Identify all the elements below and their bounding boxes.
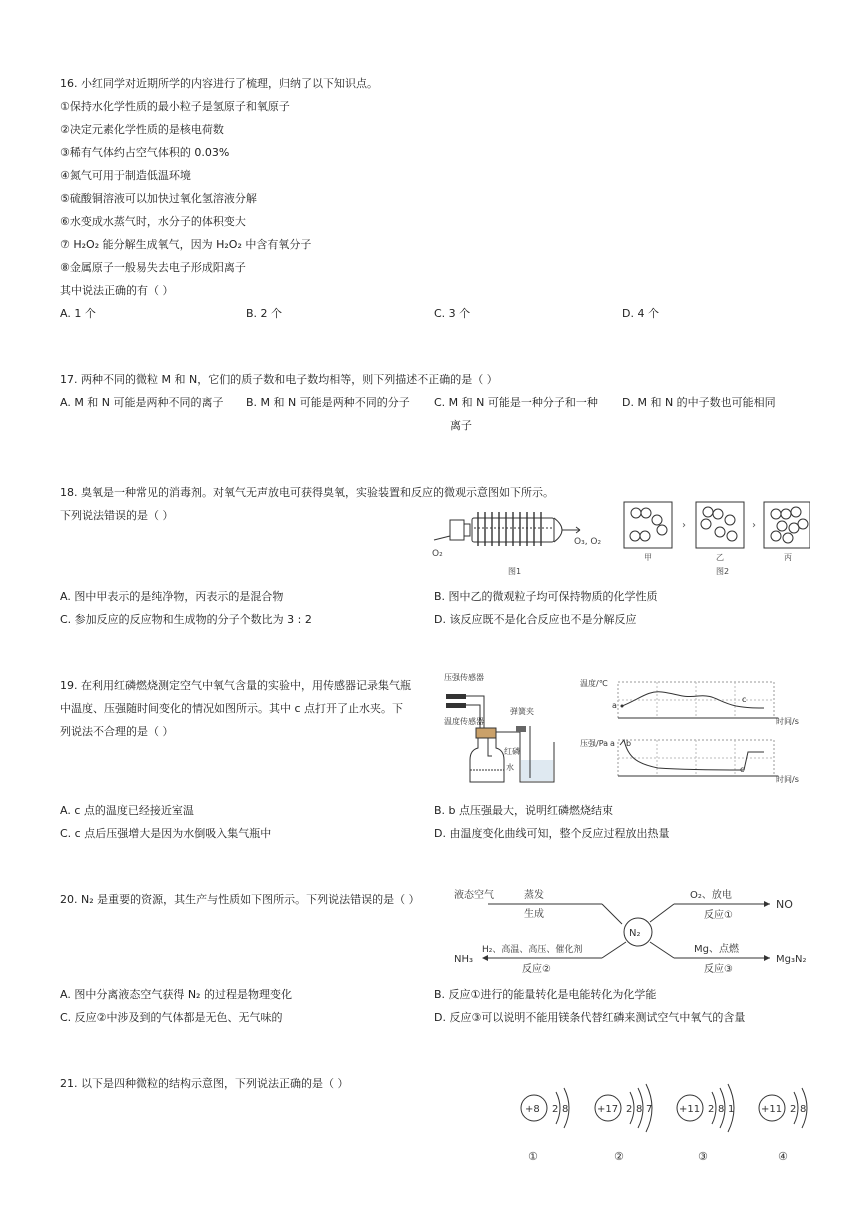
q17-stem: 17. 两种不同的微粒 M 和 N，它们的质子数和电子数均相等，则下列描述不正确的是（ ）	[60, 373, 498, 386]
q19-option-c[interactable]: C. c 点后压强增大是因为水倒吸入集气瓶中	[60, 827, 272, 840]
box-jia-label: 甲	[644, 553, 652, 562]
q16-item-6: ⑥水变成水蒸气时，水分子的体积变大	[60, 215, 246, 228]
pressure-point-b: b	[626, 739, 632, 748]
arrow-2-icon: ›	[752, 520, 756, 531]
generate-label: 生成	[524, 909, 544, 920]
inlet-label: O₂	[432, 549, 443, 559]
pressure-point-a: a	[610, 739, 615, 748]
q20-option-b[interactable]: B. 反应①进行的能量转化是电能转化为化学能	[434, 988, 657, 1001]
q17-option-b[interactable]: B. M 和 N 可能是两种不同的分子	[246, 396, 410, 409]
q17-option-c-cont: 离子	[450, 419, 472, 432]
evaporate-label: 蒸发	[524, 890, 544, 901]
r3-arrow-icon	[764, 955, 770, 961]
water-beaker	[520, 726, 554, 782]
q17-option-d[interactable]: D. M 和 N 的中子数也可能相同	[622, 396, 776, 409]
pressure-sensor-label: 压强传感器	[444, 673, 484, 682]
r3-conditions: Mg、点燃	[694, 944, 739, 955]
q18-ask: 下列说法错误的是（ ）	[60, 509, 174, 522]
q19-line-3: 列说法不合理的是（ ）	[60, 725, 174, 738]
q19-option-b[interactable]: B. b 点压强最大，说明红磷燃烧结束	[434, 804, 614, 817]
q18-option-a[interactable]: A. 图中甲表示的是纯净物，丙表示的是混合物	[60, 590, 284, 603]
pressure-sensor	[446, 694, 466, 699]
arrow-1-icon: ›	[682, 520, 686, 531]
q21-stem: 21. 以下是四种微粒的结构示意图，下列说法正确的是（ ）	[60, 1077, 349, 1090]
box-bing-label: 丙	[784, 553, 792, 562]
phosphorus-apparatus-figure	[436, 670, 566, 790]
r3-label: 反应③	[704, 964, 733, 975]
atom4-label: ④	[778, 1150, 788, 1163]
nitrogen-flow-diagram	[452, 884, 814, 976]
sensor-graphs-figure	[578, 672, 814, 790]
box-yi-label: 乙	[716, 553, 724, 562]
temp-point-c: c	[742, 695, 747, 704]
r2-label: 反应②	[522, 964, 551, 975]
r1-product: NO	[776, 898, 793, 911]
q16-item-2: ②决定元素化学性质的是核电荷数	[60, 123, 224, 136]
q19-option-a[interactable]: A. c 点的温度已经接近室温	[60, 804, 194, 817]
atom2-shell-1: 2	[626, 1104, 633, 1115]
spring-clamp-label: 弹簧夹	[510, 707, 534, 716]
q18-stem: 18. 臭氧是一种常见的消毒剂。对氧气无声放电可获得臭氧，实验装置和反应的微观示意图如下所示。	[60, 486, 554, 499]
atom3-nucleus-label: +11	[679, 1104, 701, 1115]
box-bing	[764, 502, 810, 548]
q19-line-2: 中温度、压强随时间变化的情况如图所示。其中 c 点打开了止水夹。下	[60, 702, 404, 715]
q16-item-4: ④氮气可用于制造低温环境	[60, 169, 191, 182]
r2-product: NH₃	[454, 954, 474, 965]
atom4-nucleus-label: +11	[761, 1104, 783, 1115]
atom3-shell-2: 8	[718, 1104, 725, 1115]
gas-bottle	[470, 728, 504, 782]
q16-option-c[interactable]: C. 3 个	[434, 307, 471, 320]
temperature-sensor	[446, 703, 466, 708]
q20-stem: 20. N₂ 是重要的资源，其生产与性质如下图所示。下列说法错误的是（ ）	[60, 893, 420, 906]
atom2-label: ②	[614, 1150, 624, 1163]
q20-option-d[interactable]: D. 反应③可以说明不能用镁条代替红磷来测试空气中氧气的含量	[434, 1011, 746, 1024]
atom3-shell-3: 1	[728, 1104, 735, 1115]
atom1-label: ①	[528, 1150, 538, 1163]
atom4-shell-2: 8	[800, 1104, 807, 1115]
q16-item-8: ⑧金属原子一般易失去电子形成阳离子	[60, 261, 246, 274]
liquid-air-label: 液态空气	[454, 890, 494, 901]
pressure-point-c: c	[740, 765, 745, 774]
atom2-shell-2: 8	[636, 1104, 643, 1115]
q19-line-1: 19. 在利用红磷燃烧测定空气中氧气含量的实验中，用传感器记录集气瓶	[60, 679, 411, 692]
atom4-shell-1: 2	[790, 1104, 797, 1115]
q18-option-c[interactable]: C. 参加反应的反应物和生成物的分子个数比为 3 : 2	[60, 613, 312, 626]
q16-item-7: ⑦ H₂O₂ 能分解生成氧气，因为 H₂O₂ 中含有氧分子	[60, 238, 312, 251]
q16-ask: 其中说法正确的有（ ）	[60, 284, 174, 297]
temp-point-a: a	[612, 701, 617, 710]
ozone-apparatus-figure	[430, 498, 810, 580]
water-label: 水	[506, 763, 514, 772]
atom2-nucleus-label: +17	[597, 1104, 619, 1115]
q17-option-c[interactable]: C. M 和 N 可能是一种分子和一种	[434, 396, 598, 409]
atom-structures-figure	[506, 1078, 816, 1166]
temperature-sensor-label: 温度传感器	[444, 717, 484, 726]
atom3-label: ③	[698, 1150, 708, 1163]
r2-conditions: H₂、高温、高压、催化剂	[482, 945, 583, 955]
ozone-generator-apparatus	[434, 512, 580, 546]
box-yi	[696, 502, 744, 548]
r2-arrow-icon	[482, 955, 488, 961]
figure-1-caption: 图1	[508, 567, 522, 576]
q16-option-d[interactable]: D. 4 个	[622, 307, 659, 320]
temp-time-label: 时间/s	[776, 717, 799, 726]
q18-option-b[interactable]: B. 图中乙的微观粒子均可保持物质的化学性质	[434, 590, 658, 603]
r3-product: Mg₃N₂	[776, 954, 807, 965]
spring-clamp	[516, 726, 526, 732]
pressure-time-label: 时间/s	[776, 775, 799, 784]
q16-option-a[interactable]: A. 1 个	[60, 307, 96, 320]
q20-option-a[interactable]: A. 图中分离液态空气获得 N₂ 的过程是物理变化	[60, 988, 292, 1001]
r1-label: 反应①	[704, 910, 733, 921]
atom1-nucleus-label: +8	[525, 1104, 540, 1115]
n2-node-label: N₂	[629, 928, 641, 939]
pressure-graph	[618, 740, 778, 776]
temp-axis-label: 温度/℃	[580, 679, 608, 688]
q16-item-5: ⑤硫酸铜溶液可以加快过氧化氢溶液分解	[60, 192, 257, 205]
q16-stem: 16. 小红同学对近期所学的内容进行了梳理，归纳了以下知识点。	[60, 77, 378, 90]
q18-option-d[interactable]: D. 该反应既不是化合反应也不是分解反应	[434, 613, 637, 626]
atom1-shell-1: 2	[552, 1104, 559, 1115]
pressure-axis-label: 压强/Pa	[580, 739, 609, 748]
q16-item-1: ①保持水化学性质的最小粒子是氢原子和氧原子	[60, 100, 290, 113]
inlet-pipe	[434, 536, 450, 540]
r1-arrow-icon	[764, 901, 770, 907]
atom3-shell-1: 2	[708, 1104, 715, 1115]
q19-option-d[interactable]: D. 由温度变化曲线可知，整个反应过程放出热量	[434, 827, 670, 840]
temp-graph	[618, 682, 778, 718]
q20-option-c[interactable]: C. 反应②中涉及到的气体都是无色、无气味的	[60, 1011, 283, 1024]
q16-option-b[interactable]: B. 2 个	[246, 307, 283, 320]
figure-2-caption: 图2	[716, 567, 730, 576]
atom2-shell-3: 7	[646, 1104, 653, 1115]
outlet-label: O₃, O₂	[574, 537, 602, 547]
box-jia	[624, 502, 672, 548]
q17-option-a[interactable]: A. M 和 N 可能是两种不同的离子	[60, 396, 224, 409]
atom1-shell-2: 8	[562, 1104, 569, 1115]
r1-conditions: O₂、放电	[690, 890, 732, 901]
q16-item-3: ③稀有气体约占空气体积的 0.03%	[60, 146, 230, 159]
phosphorus-label: 红磷	[504, 747, 520, 756]
